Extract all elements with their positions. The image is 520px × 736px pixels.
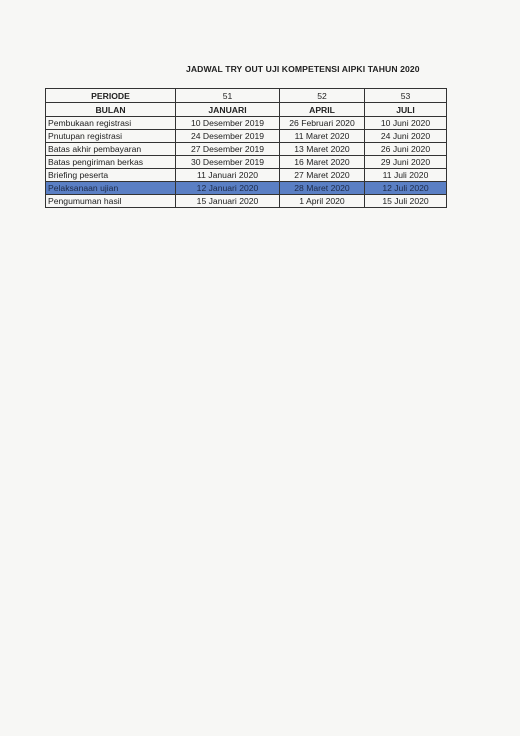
- table-row: [46, 195, 447, 208]
- date-cell: 26 Juni 2020: [365, 143, 447, 156]
- date-cell: 27 Desember 2019: [176, 143, 280, 156]
- row-label: Pembukaan registrasi: [46, 117, 176, 130]
- date-cell: 26 Februari 2020: [280, 117, 365, 130]
- date-cell: 16 Maret 2020: [280, 156, 365, 169]
- date-cell: 30 Desember 2019: [176, 156, 280, 169]
- periode-row: [46, 89, 447, 103]
- date-cell: 12 Juli 2020: [365, 182, 447, 195]
- date-cell: 15 Januari 2020: [176, 195, 280, 208]
- month-cell: APRIL: [280, 103, 365, 117]
- row-label: Pelaksanaan ujian: [46, 182, 176, 195]
- date-cell: 10 Juni 2020: [365, 117, 447, 130]
- periode-label: PERIODE: [46, 89, 176, 103]
- date-cell: 29 Juni 2020: [365, 156, 447, 169]
- row-label: Pengumuman hasil: [46, 195, 176, 208]
- table-row-highlighted: [46, 182, 447, 195]
- table-row: [46, 156, 447, 169]
- schedule-table: [45, 88, 447, 208]
- table-row: [46, 143, 447, 156]
- row-label: Batas pengiriman berkas: [46, 156, 176, 169]
- date-cell: 24 Juni 2020: [365, 130, 447, 143]
- date-cell: 12 Januari 2020: [176, 182, 280, 195]
- date-cell: 11 Januari 2020: [176, 169, 280, 182]
- table-row: [46, 117, 447, 130]
- period-cell: 52: [280, 89, 365, 103]
- period-cell: 53: [365, 89, 447, 103]
- date-cell: 15 Juli 2020: [365, 195, 447, 208]
- date-cell: 28 Maret 2020: [280, 182, 365, 195]
- bulan-label: BULAN: [46, 103, 176, 117]
- date-cell: 13 Maret 2020: [280, 143, 365, 156]
- month-cell: JULI: [365, 103, 447, 117]
- table-row: [46, 169, 447, 182]
- date-cell: 1 April 2020: [280, 195, 365, 208]
- date-cell: 10 Desember 2019: [176, 117, 280, 130]
- date-cell: 11 Maret 2020: [280, 130, 365, 143]
- date-cell: 11 Juli 2020: [365, 169, 447, 182]
- bulan-row: [46, 103, 447, 117]
- date-cell: 27 Maret 2020: [280, 169, 365, 182]
- row-label: Briefing peserta: [46, 169, 176, 182]
- table-row: [46, 130, 447, 143]
- date-cell: 24 Desember 2019: [176, 130, 280, 143]
- period-cell: 51: [176, 89, 280, 103]
- month-cell: JANUARI: [176, 103, 280, 117]
- row-label: Batas akhir pembayaran: [46, 143, 176, 156]
- document-title: JADWAL TRY OUT UJI KOMPETENSI AIPKI TAHUN 2020: [186, 64, 420, 74]
- row-label: Pnutupan registrasi: [46, 130, 176, 143]
